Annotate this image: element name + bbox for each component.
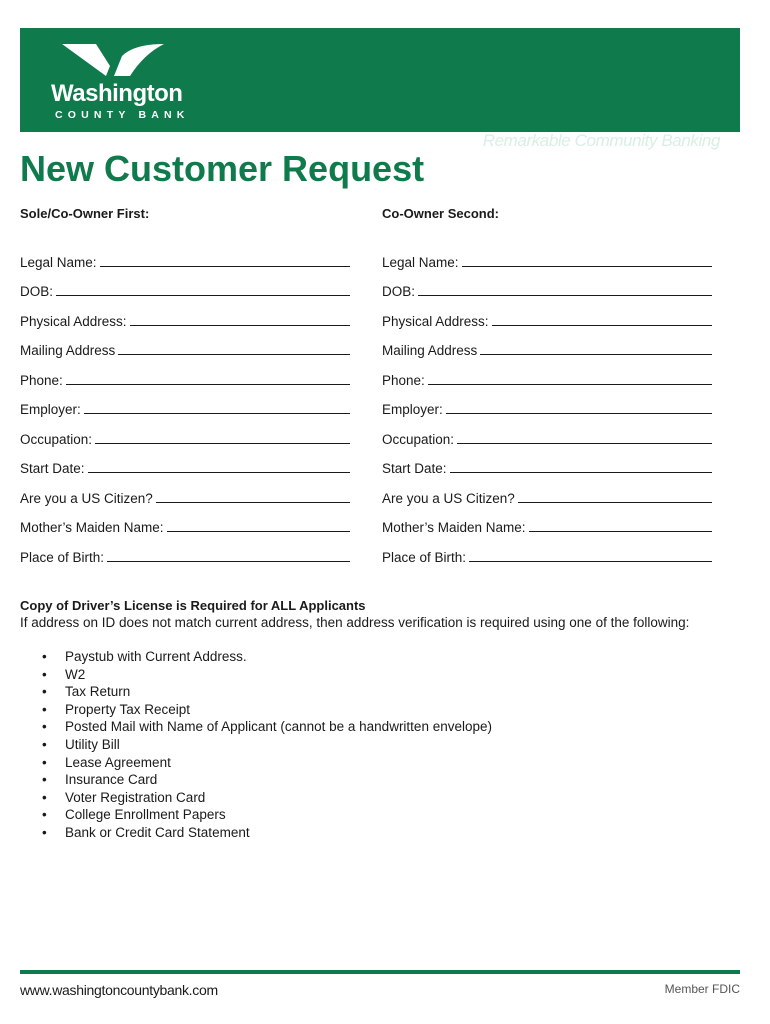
list-item: • Bank or Credit Card Statement [20,824,492,842]
form-field [382,329,712,359]
field-label: Are you a US Citizen? [20,490,153,506]
form-field [382,299,712,329]
field-blank-line[interactable] [418,281,712,296]
form-field [20,476,350,506]
field-blank-line[interactable] [428,370,712,385]
field-label: Occupation: [382,431,455,447]
field-label: Employer: [20,402,81,417]
field-label: DOB: [20,284,54,299]
form-field [20,535,350,565]
form-field [382,535,712,565]
address-verification-note: If address on ID does not match current address, then address verification is required using one of the following: [20,615,690,630]
second-owner-column [382,206,712,565]
field-blank-line[interactable] [84,399,350,414]
form-field [382,447,712,477]
field-label: Start Date: [20,461,85,476]
field-blank-line[interactable] [529,517,712,532]
field-label: Physical Address: [20,313,127,329]
field-label: Physical Address: [382,313,489,329]
form-field [382,417,712,447]
bank-logo-icon [60,42,170,82]
list-item: • Paystub with Current Address. [20,648,492,666]
field-label: Mailing Address [382,343,478,358]
footer-fdic: Member FDIC [664,982,740,996]
list-item: • Insurance Card [20,771,492,789]
field-label: Occupation: [20,431,93,447]
field-blank-line[interactable] [457,429,712,444]
field-blank-line[interactable] [450,458,712,473]
form-field [20,240,350,270]
first-owner-column [20,206,350,565]
list-item: • Voter Registration Card [20,789,492,807]
license-requirement: Copy of Driver’s License is Required for ALL Applicants [20,598,366,613]
field-blank-line[interactable] [469,547,712,562]
field-label: Employer: [382,402,443,417]
form-field [20,388,350,418]
field-blank-line[interactable] [446,399,712,414]
form-field [20,299,350,329]
field-label: Legal Name: [382,254,459,270]
field-blank-line[interactable] [167,517,350,532]
field-blank-line[interactable] [130,311,350,326]
field-blank-line[interactable] [95,429,350,444]
list-item: • Property Tax Receipt [20,701,492,719]
form-field [20,417,350,447]
logo-subtitle: COUNTY BANK [55,109,190,121]
field-label: Are you a US Citizen? [382,490,515,506]
field-label: Mother’s Maiden Name: [20,520,164,535]
field-blank-line[interactable] [118,340,350,355]
accepted-documents-list [20,648,492,842]
field-blank-line[interactable] [518,488,712,503]
field-label: Place of Birth: [382,549,467,565]
field-blank-line[interactable] [107,547,350,562]
column-heading: Sole/Co-Owner First: [20,206,150,221]
field-blank-line[interactable] [88,458,350,473]
form-field [382,476,712,506]
list-item: • Tax Return [20,683,492,701]
footer-divider [20,970,740,974]
form-field [20,270,350,300]
field-label: Phone: [20,372,63,388]
field-blank-line[interactable] [492,311,712,326]
column-heading: Co-Owner Second: [382,206,500,221]
page-title: New Customer Request [20,148,425,189]
brand-tagline: Remarkable Community Banking [482,131,720,150]
list-item: • Posted Mail with Name of Applicant (cannot be a handwritten envelope) [20,718,492,736]
form-field [382,388,712,418]
field-label: Place of Birth: [20,549,105,565]
header-banner [20,28,740,150]
logo-name: Washington [51,80,183,107]
field-label: Start Date: [382,461,447,476]
form-field [20,358,350,388]
form-field [382,358,712,388]
field-blank-line[interactable] [480,340,712,355]
field-label: Mother’s Maiden Name: [382,520,526,535]
form-field [20,506,350,536]
list-item: • College Enrollment Papers [20,806,492,824]
form-field [382,240,712,270]
list-item: • Lease Agreement [20,754,492,772]
field-blank-line[interactable] [100,252,350,267]
form-field [382,506,712,536]
field-label: DOB: [382,284,416,299]
form-field [382,270,712,300]
footer-website: www.washingtoncountybank.com [20,982,218,998]
field-blank-line[interactable] [56,281,350,296]
form-field [20,447,350,477]
field-label: Mailing Address [20,343,116,358]
field-blank-line[interactable] [66,370,350,385]
list-item: • Utility Bill [20,736,492,754]
field-label: Legal Name: [20,254,97,270]
form-field [20,329,350,359]
list-item: • W2 [20,666,492,684]
field-blank-line[interactable] [462,252,712,267]
field-blank-line[interactable] [156,488,350,503]
field-label: Phone: [382,372,425,388]
